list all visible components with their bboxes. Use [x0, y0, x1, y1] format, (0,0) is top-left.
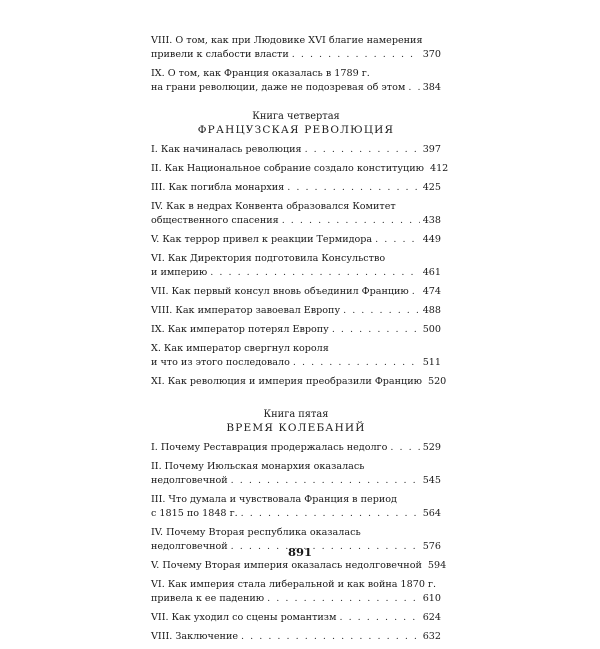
toc-entry-line: VIII. Заключение — [151, 631, 239, 642]
toc-entry-page: 474 — [422, 286, 441, 297]
toc-entry-line: VI. Как Директория подготовила Консульство — [151, 253, 386, 264]
toc-entry-last-line — [151, 323, 441, 337]
toc-entry-last-line — [151, 375, 447, 389]
toc-entry-last-line — [151, 162, 449, 176]
toc-entry-last-line — [151, 559, 447, 573]
toc-entry-last-line — [151, 214, 441, 228]
toc-entry-last-line — [151, 507, 441, 521]
toc-entry-page: 449 — [422, 234, 441, 245]
toc-entry-page: 576 — [422, 541, 441, 552]
book-five-entries — [151, 441, 447, 644]
toc-entry — [151, 143, 441, 157]
toc-entry-page: 397 — [422, 144, 441, 155]
toc-entry-last-line — [151, 143, 441, 157]
toc-entry — [151, 67, 441, 95]
dot-leader — [332, 323, 420, 337]
toc-entry-line: IX. Как император потерял Европу — [151, 324, 329, 335]
toc-entry-last-line — [151, 285, 441, 299]
toc-entry-page: 488 — [422, 305, 441, 316]
toc-entry-line: V. Как террор привел к реакции Термидора — [151, 234, 373, 245]
toc-entry — [151, 342, 441, 370]
toc-entry-last-line — [151, 266, 441, 280]
toc-entry-last-line — [151, 304, 441, 318]
toc-entry-last-line — [151, 474, 441, 488]
top-entries — [151, 34, 441, 95]
dot-leader — [375, 233, 420, 247]
toc-entry-line: VIII. О том, как при Людовике XVI благие намерения — [151, 35, 423, 46]
toc-entry-last-line — [151, 611, 441, 625]
toc-entry-line: II. Почему Июльская монархия оказалась — [151, 461, 365, 472]
toc-entry-page: 370 — [422, 49, 441, 60]
toc-entry-line: на грани революции, даже не подозревая об этом — [151, 82, 406, 93]
book-four-label: Книга четвертая — [252, 111, 340, 122]
dot-leader — [241, 507, 420, 521]
dot-leader — [408, 81, 419, 95]
toc-entry — [151, 304, 441, 318]
toc-entry-page: 461 — [422, 267, 441, 278]
dot-leader — [231, 474, 420, 488]
toc-entry — [151, 233, 441, 247]
toc-entry — [151, 200, 441, 228]
toc-entry-last-line — [151, 356, 441, 370]
toc-entry-line: I. Как начиналась революция — [151, 144, 302, 155]
toc-entry-line: VIII. Как император завоевал Европу — [151, 305, 341, 316]
toc-entry-last-line — [151, 48, 441, 62]
toc-entry-last-line — [151, 592, 441, 606]
toc-entry-line: привела к ее падению — [151, 593, 265, 604]
toc-entry — [151, 34, 441, 62]
dot-leader — [267, 592, 420, 606]
toc-entry — [151, 162, 449, 176]
toc-entry-page: 529 — [422, 442, 441, 453]
book-four-entries — [151, 143, 449, 389]
toc-entry-page: 610 — [422, 593, 441, 604]
toc-entry-last-line — [151, 81, 441, 95]
toc-entry-line: I. Почему Реставрация продержалась недолго — [151, 442, 388, 453]
dot-leader — [282, 214, 420, 228]
toc-entry — [151, 181, 441, 195]
toc-entry-line: IV. Как в недрах Конвента образовался Комитет — [151, 201, 396, 212]
toc-entry-line: и что из этого последовало — [151, 357, 290, 368]
book-five-label: Книга пятая — [263, 409, 329, 420]
toc-entry-page: 384 — [422, 82, 441, 93]
dot-leader — [210, 266, 419, 280]
toc-entry — [151, 611, 441, 625]
toc-entry-line: с 1815 по 1848 г. — [151, 508, 238, 519]
toc-entry — [151, 285, 441, 299]
toc-entry-line: IX. О том, как Франция оказалась в 1789 г. — [151, 68, 370, 79]
toc-entry-page: 412 — [429, 163, 449, 174]
toc-entry-page: 511 — [422, 357, 441, 368]
toc-entry-line: привели к слабости власти — [151, 49, 289, 60]
toc-entry-last-line — [151, 233, 441, 247]
toc-entry-line: недолговечной — [151, 541, 228, 552]
toc-entry-line: общественного спасения — [151, 215, 279, 226]
toc-entry-last-line — [151, 181, 441, 195]
dot-leader — [293, 356, 420, 370]
toc-entry — [151, 252, 441, 280]
toc-entry — [151, 578, 441, 606]
toc-entry-line: XI. Как революция и империя преобразили Францию — [151, 376, 422, 387]
book-four-title: ФРАНЦУЗСКАЯ РЕВОЛЮЦИЯ — [197, 124, 395, 136]
toc-entry-line: недолговечной — [151, 475, 228, 486]
toc-entry-page: 632 — [422, 631, 441, 642]
toc-entry — [151, 441, 441, 455]
toc-entry — [151, 493, 441, 521]
toc-entry-line: VII. Как уходил со сцены романтизм — [151, 612, 337, 623]
dot-leader — [412, 285, 420, 299]
toc-entry — [151, 460, 441, 488]
toc-entry-line: X. Как император свергнул короля — [151, 343, 329, 354]
toc-entry-line: IV. Почему Вторая республика оказалась — [151, 527, 361, 538]
toc-entry-page: 520 — [427, 376, 447, 387]
page-number: 891 — [287, 545, 312, 559]
dot-leader — [305, 143, 420, 157]
toc-entry-line: III. Как погибла монархия — [151, 182, 285, 193]
toc-entry-line: VII. Как первый консул вновь объединил Францию — [151, 286, 409, 297]
toc-entry-line: III. Что думала и чувствовала Франция в период — [151, 494, 397, 505]
toc-entry-line: V. Почему Вторая империя оказалась недолговечной — [151, 560, 422, 571]
toc-entry-line: и империю — [151, 267, 208, 278]
toc-entry — [151, 630, 441, 644]
dot-leader — [292, 48, 420, 62]
dot-leader — [339, 611, 419, 625]
toc-entry-last-line — [151, 441, 441, 455]
toc-entry-page: 425 — [422, 182, 441, 193]
toc-entry-line: II. Как Национальное собрание создало конституцию — [151, 163, 424, 174]
dot-leader — [390, 441, 419, 455]
toc-entry — [151, 375, 447, 389]
dot-leader — [287, 181, 419, 195]
toc-entry — [151, 559, 447, 573]
toc-entry-page: 438 — [422, 215, 441, 226]
toc-entry-page: 545 — [422, 475, 441, 486]
dot-leader — [241, 630, 420, 644]
toc-entry — [151, 323, 441, 337]
book-five-title: ВРЕМЯ КОЛЕБАНИЙ — [226, 422, 366, 434]
dot-leader — [343, 304, 420, 318]
toc-entry-page: 500 — [422, 324, 441, 335]
toc-entry-page: 564 — [422, 508, 441, 519]
toc-entry-line: VI. Как империя стала либеральной и как война 1870 г. — [151, 579, 437, 590]
toc-entry-page: 594 — [427, 560, 447, 571]
toc-entry-last-line — [151, 630, 441, 644]
toc-entry-page: 624 — [422, 612, 441, 623]
